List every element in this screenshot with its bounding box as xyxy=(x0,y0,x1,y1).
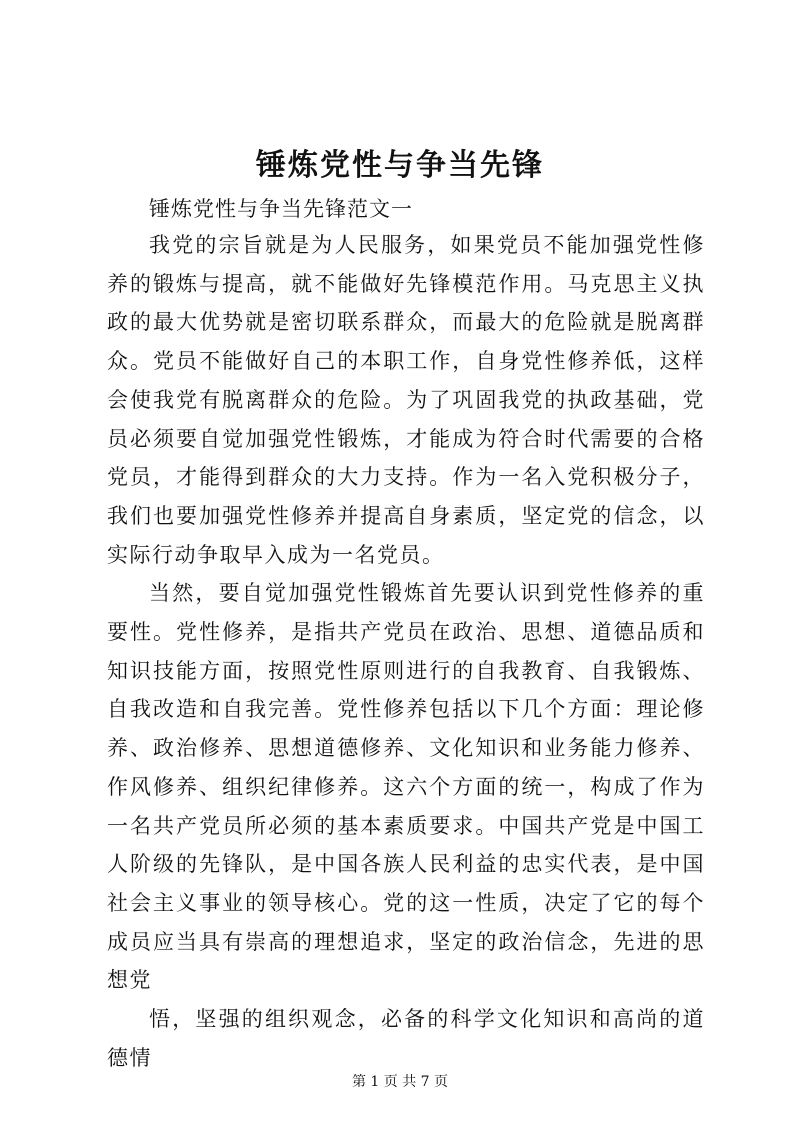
document-body xyxy=(107,226,705,1077)
paragraph-3: 悟，坚强的组织观念，必备的科学文化知识和高尚的道德情 xyxy=(107,1007,705,1070)
document-subtitle: 锤炼党性与争当先锋范文一 xyxy=(149,197,413,221)
document-title: 锤炼党性与争当先锋 xyxy=(256,148,544,183)
page-number-footer: 第 1 页 共 7 页 xyxy=(351,1074,449,1090)
paragraph-2: 当然，要自觉加强党性锻炼首先要认识到党性修养的重要性。党性修养，是指共产党员在政治、思想、道德品质和知识技能方面，按照党性原则进行的自我教育、自我锻炼、自我改造和自我完善。党性修养包括以下几个方面：理论修养、政治修养、思想道德修养、文化知识和业务能力修养、作风修养、组织纪律修养。这六个方面的统一，构成了作为一名共产党员所必须的基本素质要求。中国共产党是中国工人阶级的先锋队，是中国各族人民利益的忠实代表，是中国社会主义事业的领导核心。党的这一性质，决定了它的每个成员应当具有崇高的理想追求，坚定的政治信念，先进的思想党 xyxy=(107,581,705,993)
paragraph-1: 我党的宗旨就是为人民服务，如果党员不能加强党性修养的锻炼与提高，就不能做好先锋模范作用。马克思主义执政的最大优势就是密切联系群众，而最大的危险就是脱离群众。党员不能做好自己的本职工作，自身党性修养低，这样会使我党有脱离群众的危险。为了巩固我党的执政基础，党员必须要自觉加强党性锻炼，才能成为符合时代需要的合格党员，才能得到群众的大力支持。作为一名入党积极分子，我们也要加强党性修养并提高自身素质，坚定党的信念，以实际行动争取早入成为一名党员。 xyxy=(107,233,705,567)
